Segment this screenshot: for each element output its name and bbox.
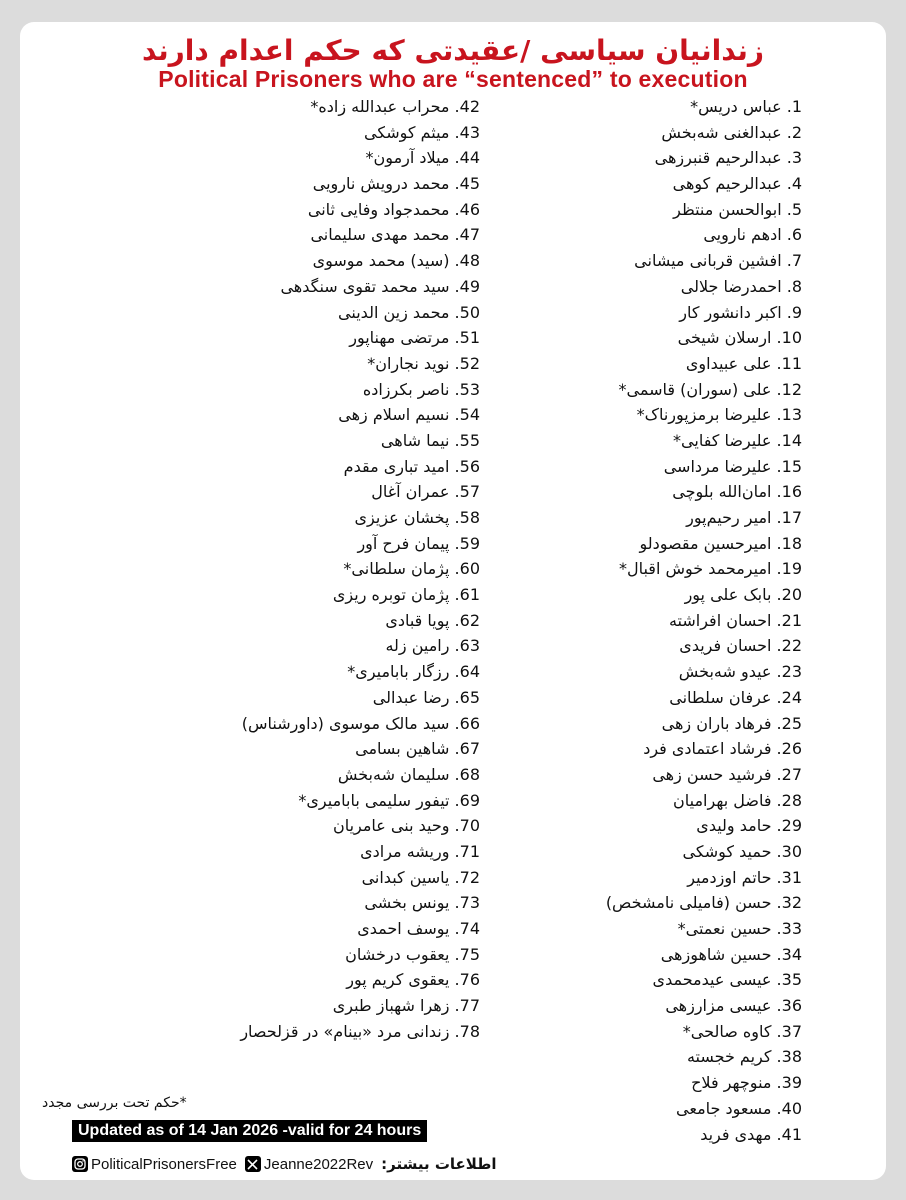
prisoner-list-item: 6. ادهم نارویی <box>703 225 802 245</box>
prisoner-list-item: 40. مسعود جامعی <box>676 1098 802 1118</box>
prisoner-list-item: 55. نیما شاهی <box>380 430 480 450</box>
prisoner-list-item: 64. رزگار بابامیری* <box>347 662 480 682</box>
prisoner-list-item: 38. کریم خجسته <box>686 1047 802 1067</box>
prisoner-list-item: 18. امیرحسین مقصودلو <box>639 533 802 553</box>
prisoner-list-item: 45. محمد درویش نارویی <box>312 174 480 194</box>
instagram-handle: PoliticalPrisonersFree <box>91 1155 237 1173</box>
prisoner-list-item: 51. مرتضی مهناپور <box>349 328 480 348</box>
prisoner-list-item: 25. فرهاد باران زهی <box>661 713 802 733</box>
x-link[interactable] <box>245 1156 373 1173</box>
prisoner-list-item: 13. علیرضا برمزپورناک* <box>636 405 802 425</box>
prisoner-list-item: 48. (سید) محمد موسوی <box>312 251 480 271</box>
title-english: Political Prisoners who are “sentenced” to execution <box>158 66 748 92</box>
prisoner-list-item: 31. حاتم اوزدمیر <box>687 867 802 887</box>
poster-card <box>20 22 886 1180</box>
prisoner-list-item: 4. عبدالرحیم کوهی <box>672 174 802 194</box>
prisoner-list-item: 21. احسان افراشته <box>668 610 802 630</box>
prisoner-list-item: 16. امان‌الله بلوچی <box>672 482 802 502</box>
prisoner-list-item: 10. ارسلان شیخی <box>677 328 802 348</box>
prisoner-list-item: 11. علی عبیداوی <box>685 353 802 373</box>
prisoner-list-item: 78. زندانی مرد «بینام» در قزلحصار <box>240 1021 480 1041</box>
prisoner-list-item: 28. فاضل بهرامیان <box>673 790 802 810</box>
prisoner-list-item: 70. وحید بنی عامریان <box>332 816 480 836</box>
prisoner-list-item: 7. افشین قربانی میشانی <box>634 251 802 271</box>
prisoner-list-item: 27. فرشید حسن زهی <box>652 764 802 784</box>
prisoner-list-item: 23. عیدو شه‌بخش <box>678 662 802 682</box>
prisoner-list-item: 30. حمید کوشکی <box>682 841 802 861</box>
prisoner-list-item: 36. عیسی مزارزهی <box>665 996 802 1016</box>
prisoner-list-item: 66. سید مالک موسوی (داورشناس) <box>241 713 480 733</box>
prisoner-list-item: 3. عبدالرحیم قنبرزهی <box>654 148 802 168</box>
prisoner-list-item: 77. زهرا شهباز طبری <box>332 996 480 1016</box>
prisoner-list-item: 39. منوچهر فلاح <box>691 1073 802 1093</box>
prisoner-list-item: 15. علیرضا مرداسی <box>663 456 802 476</box>
prisoner-list-left <box>140 94 480 1044</box>
prisoner-list-item: 61. پژمان توبره ریزی <box>332 585 480 605</box>
prisoner-list-item: 49. سید محمد تقوی سنگدهی <box>280 276 480 296</box>
prisoner-list-item: 26. فرشاد اعتمادی فرد <box>643 739 802 759</box>
more-info-label: اطلاعات بیشتر: <box>381 1155 497 1173</box>
prisoner-list-item: 8. احمدرضا جلالی <box>680 276 802 296</box>
title-persian: زندانیان سیاسی /عقیدتی که حکم اعدام دارند <box>141 34 764 67</box>
prisoner-list-item: 20. بابک علی پور <box>684 585 802 605</box>
prisoner-list-item: 54. نسیم اسلام زهی <box>338 405 480 425</box>
prisoner-list-item: 60. پژمان سلطانی* <box>343 559 480 579</box>
prisoner-list-item: 19. امیرمحمد خوش اقبال* <box>618 559 802 579</box>
prisoner-list-item: 50. محمد زین الدینی <box>338 302 480 322</box>
prisoner-list-item: 2. عبدالغنی شه‌بخش <box>661 122 802 142</box>
prisoner-list-item: 53. ناصر بکرزاده <box>362 379 480 399</box>
prisoner-list-item: 34. حسین شاهوزهی <box>660 944 802 964</box>
prisoner-list-item: 1. عباس دریس* <box>690 97 802 116</box>
prisoner-list-item: 74. یوسف احمدی <box>357 919 480 938</box>
prisoner-list-item: 71. وریشه مرادی <box>360 841 480 861</box>
prisoner-list-item: 14. علیرضا کفایی* <box>673 430 802 450</box>
prisoner-list-item: 67. شاهین بسامی <box>355 739 480 759</box>
prisoner-list-item: 62. پویا قبادی <box>385 610 480 630</box>
prisoner-list-item: 57. عمران آغال <box>371 482 480 502</box>
prisoner-list-item: 41. مهدی فرید <box>700 1124 802 1144</box>
prisoner-list-item: 63. رامین زله <box>385 636 480 656</box>
prisoner-list-item: 22. احسان فریدی <box>679 636 802 656</box>
prisoner-list-item: 52. نوید نجاران* <box>367 353 480 373</box>
prisoner-list-item: 42. محراب عبدالله زاده* <box>310 97 480 116</box>
prisoner-list-item: 72. یاسین کبدانی <box>361 867 480 887</box>
instagram-icon <box>72 1156 88 1172</box>
prisoner-list-item: 56. امید تباری مقدم <box>343 456 480 476</box>
prisoner-list-item: 76. یعقوی کریم پور <box>346 970 480 990</box>
x-handle: Jeanne2022Rev <box>263 1155 374 1173</box>
prisoner-list-item: 17. امیر رحیم‌پور <box>686 508 802 527</box>
prisoner-list-item: 46. محمدجواد وفایی ثانی <box>307 199 480 219</box>
prisoner-list-item: 33. حسین نعمتی* <box>677 919 802 938</box>
prisoner-list-item: 37. کاوه صالحی* <box>682 1021 802 1041</box>
footnote: *حکم تحت بررسی مجدد <box>42 1095 187 1111</box>
prisoner-list-right <box>502 94 802 1147</box>
prisoner-list-item: 59. پیمان فرح آور <box>357 533 480 553</box>
prisoner-list-item: 44. میلاد آرمون* <box>365 148 480 168</box>
prisoner-list-item: 68. سلیمان شه‌بخش <box>337 764 480 784</box>
prisoner-list-item: 12. علی (سوران) قاسمی* <box>618 379 802 399</box>
prisoner-list-item: 5. ابوالحسن منتظر <box>673 199 802 219</box>
prisoner-list-item: 65. رضا عبدالی <box>372 687 480 707</box>
prisoner-list-item: 47. محمد مهدی سلیمانی <box>310 225 480 245</box>
prisoner-list-item: 75. یعقوب درخشان <box>345 944 480 964</box>
prisoner-list-item: 24. عرفان سلطانی <box>669 687 802 707</box>
prisoner-list-item: 69. تیفور سلیمی بابامیری* <box>298 790 480 810</box>
instagram-link[interactable] <box>72 1156 237 1173</box>
x-logo-icon <box>245 1156 261 1172</box>
prisoner-list-item: 43. میثم کوشکی <box>364 122 480 142</box>
prisoner-list-item: 58. پخشان عزیزی <box>354 508 480 527</box>
more-info-row <box>72 1155 496 1173</box>
prisoner-list-item: 29. حامد ولیدی <box>696 816 802 836</box>
updated-badge: Updated as of 14 Jan 2026 -valid for 24 hours <box>72 1120 427 1142</box>
prisoner-list-item: 73. یونس بخشی <box>364 893 480 913</box>
prisoner-list-item: 9. اکبر دانشور کار <box>679 302 802 322</box>
prisoner-list-item: 35. عیسی عیدمحمدی <box>652 970 802 990</box>
prisoner-list-item: 32. حسن (فامیلی نامشخص) <box>605 893 802 913</box>
